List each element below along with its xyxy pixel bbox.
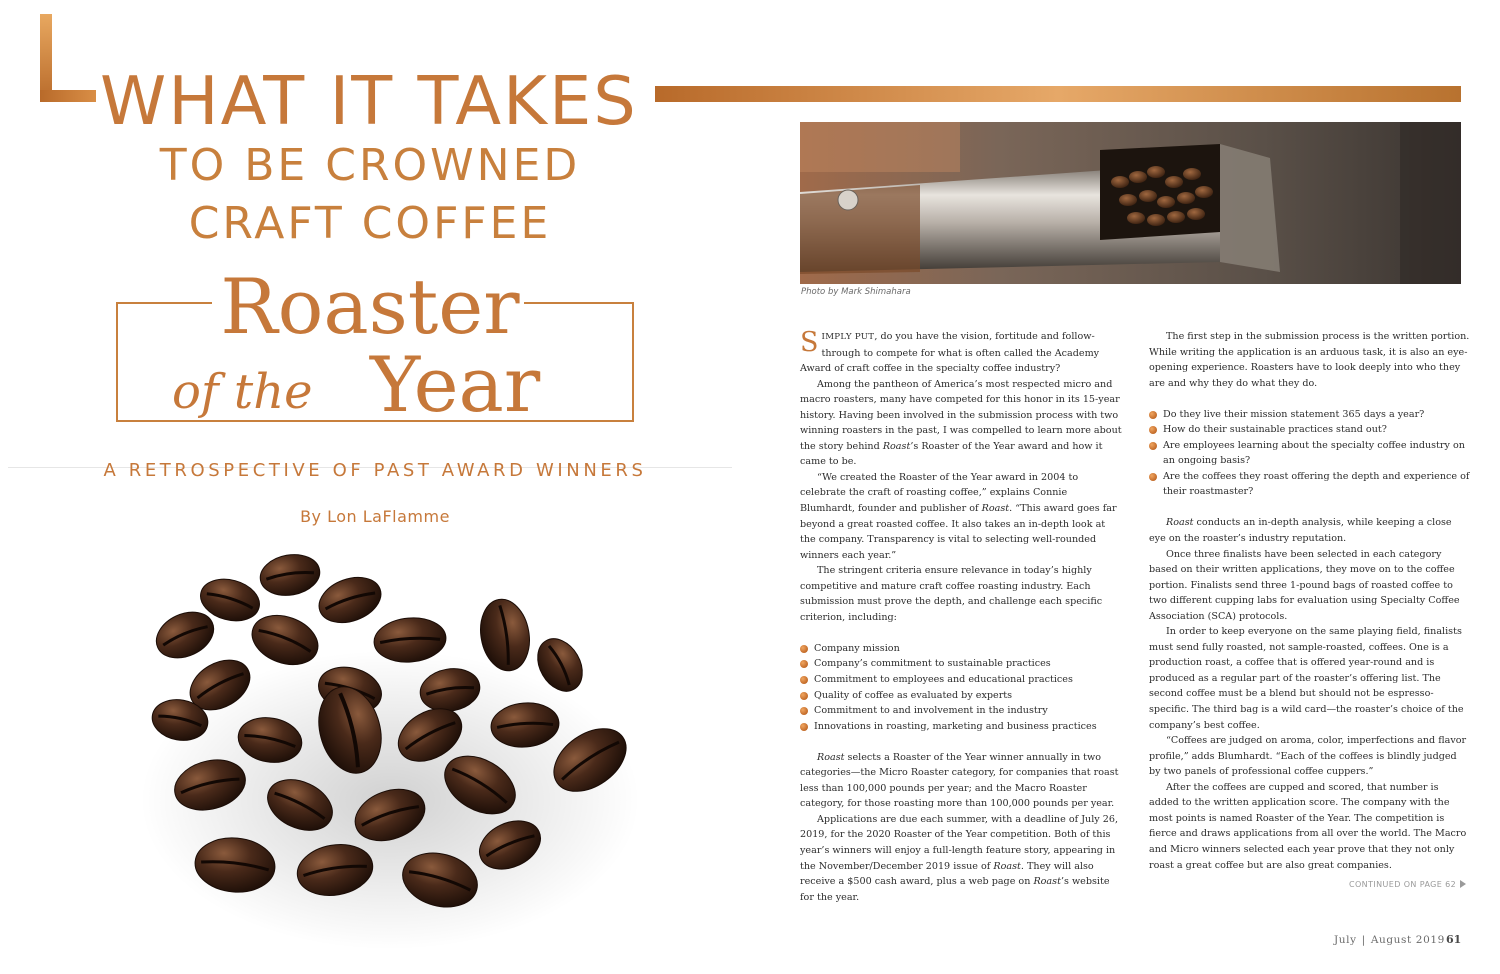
publication-name: Roast [993,860,1021,872]
continued-label: CONTINUED ON PAGE 62 [1349,880,1457,889]
list-item: Quality of coffee as evaluated by experts [800,688,1122,704]
paragraph-text: ’s website for the year. [800,876,1110,903]
drop-cap: S [800,327,819,358]
coffee-beans-image [140,540,660,950]
headline-of-the: of the [172,364,313,420]
paragraph [800,470,1122,563]
publication-name: Roast [882,440,911,452]
headline-line-1: WHAT IT TAKES [100,62,638,140]
headline-corner-bracket [40,14,52,102]
paragraph: “Coffees are judged on aroma, color, imperfections and flavor profile,” adds Blumhardt. “Each of the coffees is blindly judged by two panels of professional coffee cuppers.” [1149,735,1467,778]
headline-roaster: Roaster [220,262,520,351]
paragraph-text: , do you have the vision, fortitude and follow-through to compete for what is often called the Academy Award of craft coffee in the specialty coffee industry? [800,331,1100,375]
list-item: Are the coffees they roast offering the depth and experience of their roastmaster? [1149,469,1471,500]
list-item: Commitment to and involvement in the industry [800,703,1122,719]
paragraph [800,329,1122,377]
paragraph [800,377,1122,470]
criteria-list [800,641,1122,734]
paragraph: The stringent criteria ensure relevance in today’s highly competitive and mature craft coffee roasting industry. Each submission must prove the depth, and challenge each specific criterion, including: [800,565,1103,623]
list-item: Are employees learning about the specialty coffee industry on an ongoing basis? [1149,438,1471,469]
list-item: Commitment to employees and educational practices [800,672,1122,688]
paragraph: In order to keep everyone on the same playing field, finalists must send fully roasted, not sample-roasted, coffees. One is a production roast, a coffee that is offered year-round and is produced as a regular part of the roaster’s offering list. The second coffee must be a blend but should not be espresso-specific. The third bag is a wild card—the roaster’s choice of the company’s best coffee. [1149,626,1464,731]
page-number: 61 [1446,933,1462,946]
publication-name: Roast [981,503,1010,515]
paragraph-text: ’s Roaster of the Year award and how it came to be. [800,440,1103,468]
roaster-trier-photo [800,122,1461,284]
byline: By Lon LaFlamme [300,507,450,526]
list-item: Company mission [800,641,1122,657]
paragraph-text: . “This award goes far beyond a great roasted coffee. It also takes an in-depth look at the company. Transparency is vital to selecting well-rounded winners each year.” [800,503,1117,561]
paragraph: Once three finalists have been selected in each category based on their written applications, they move on to the coffee portion. Finalists send three 1-pound bags of roasted coffee to two different cupping labs for evaluation using Specialty Coffee Association (SCA) protocols. [1149,548,1460,622]
paragraph-text: Among the pantheon of America’s most respected micro and macro roasters, many have competed for this honor in its 15-year history. Having been involved in the submission process with two winning roasters in the past, I was compelled to learn more about the story behind [800,378,1122,452]
headline-corner-bracket-foot [40,90,96,102]
body-column-1 [800,329,1122,905]
paragraph-text: . They will also receive a $500 cash award, plus a web page on [800,860,1094,888]
paragraph: After the coffees are cupped and scored, that number is added to the written application score. The company with the most points is named Roaster of the Year. The competition is fierce and draws applications from all over the world. The Macro and Micro winners selected each year prove that they not only roast a great coffee but are also great companies. [1149,781,1467,871]
photo-credit: Photo by Mark Shimahara [801,287,911,297]
publication-name: Roast [1166,517,1194,529]
questions-list [1149,407,1471,500]
list-item: How do their sustainable practices stand out? [1149,422,1471,438]
folio-month: July [1334,934,1357,946]
list-item: Company’s commitment to sustainable practices [800,656,1122,672]
paragraph [800,812,1122,905]
folio-issue: August 2019 [1370,934,1445,946]
headline-line-2: TO BE CROWNED [159,140,581,191]
list-item: Do they live their mission statement 365 days a year? [1149,407,1471,423]
body-column-2 [1149,329,1471,873]
list-item: Innovations in roasting, marketing and business practices [800,719,1122,735]
paragraph-text: Applications are due each summer, with a deadline of July 26, 2019, for the 2020 Roaster of the Year competition. Both of this year’s winners will enjoy a full-length feature story, appearing in the November/December 2019 issue of [800,813,1119,872]
lead-in: IMPLY PUT [821,332,875,342]
continued-link[interactable] [1349,880,1466,889]
paragraph [800,750,1122,812]
headline-line-3: CRAFT COFFEE [188,198,552,249]
triangle-right-icon [1460,880,1466,888]
paragraph-text: conducts an in-depth analysis, while keeping a close eye on the roaster’s industry reputation. [1149,517,1452,545]
headline-rule [655,86,1461,102]
paragraph [1149,515,1471,546]
publication-name: Roast [817,751,845,763]
paragraph: The first step in the submission process is the written portion. While writing the application is an arduous task, it is also an eye-opening experience. Roasters have to look deeply into who they are and why they do what they do. [1149,331,1470,389]
paragraph-text: selects a Roaster of the Year winner annually in two categories—the Micro Roaster category, for companies that roast less than 100,000 pounds per year; and the Macro Roaster category, for those roasting more than 100,000 pounds per year. [800,751,1119,810]
article-dek: A RETROSPECTIVE OF PAST AWARD WINNERS [103,460,647,481]
folio-separator: | [1361,934,1366,946]
paragraph-text: “We created the Roaster of the Year award in 2004 to celebrate the craft of roasting coffee,” explains Connie Blumhardt, founder and publisher of [800,471,1079,515]
folio-date [1334,934,1445,946]
headline-year: Year [370,340,541,429]
publication-name: Roast [1033,876,1061,888]
